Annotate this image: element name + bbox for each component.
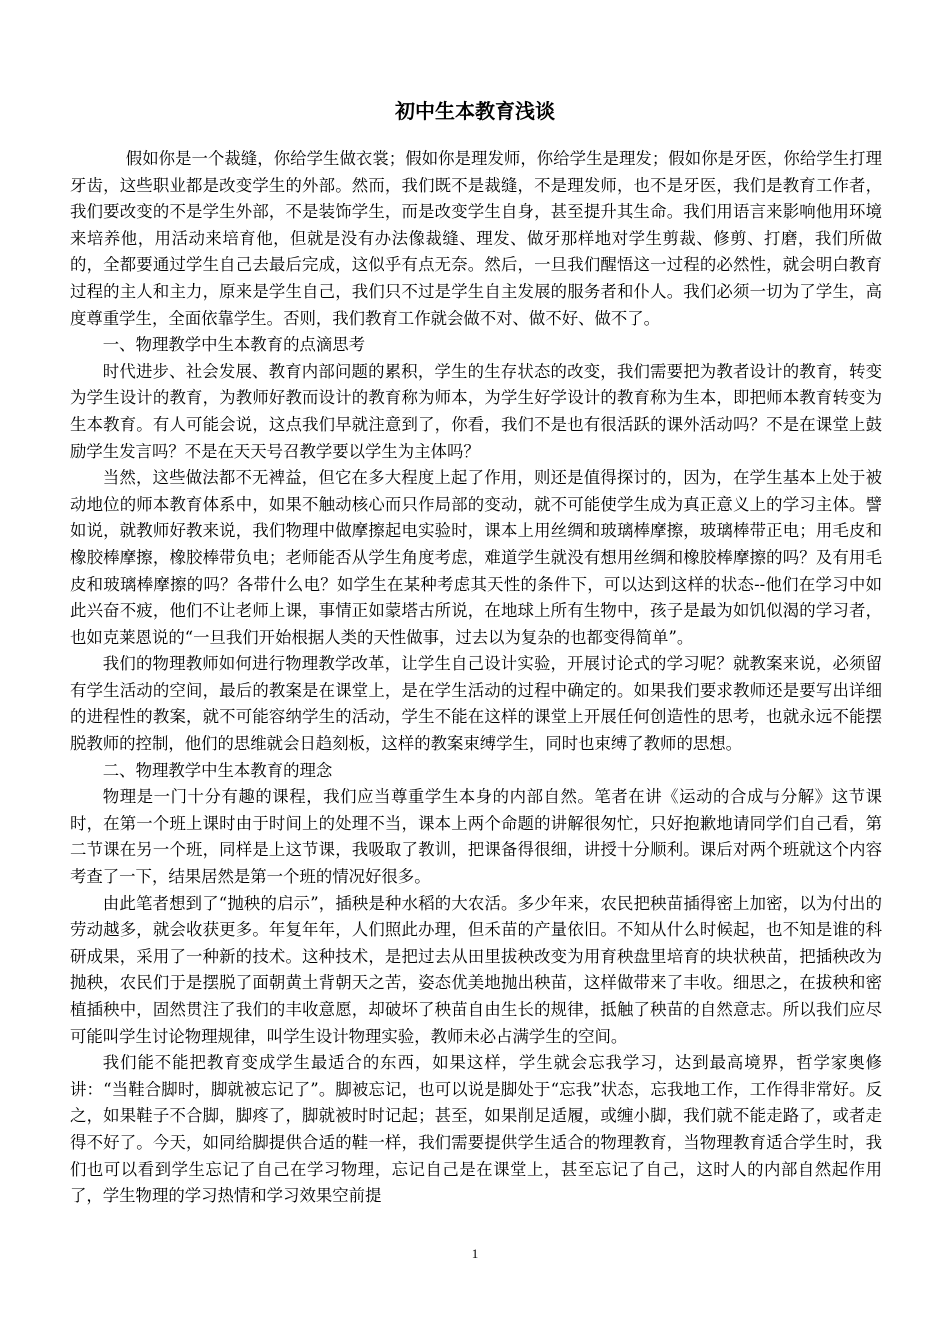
body-paragraph: 物理是一门十分有趣的课程，我们应当尊重学生本身的内部自然。笔者在讲《运动的合成与分解》这节课时，在第一个班上课时由于时间上的处理不当，课本上两个命题的讲解很匆忙，只好抱歉地请同学们自己看，第二节课在另一个班，同样是上这节课，我吸取了教训，把课备得很细，讲授十分顺利。课后对两个班就这个内容考查了一下，结果居然是第一个班的情况好很多。: [70, 787, 882, 887]
page-number: 1: [471, 1246, 479, 1261]
body-paragraph: 时代进步、社会发展、教育内部问题的累积，学生的生存状态的改变，我们需要把为教者设计的教育，转变为学生设计的教育，为教师好教而设计的教育称为师本，为学生好学设计的教育称为生本，即把师本教育转变为生本教育。有人可能会说，这点我们早就注意到了，你看，我们不是也有很活跃的课外活动吗？不是在课堂上鼓励学生发言吗？不是在天天号召教学要以学生为主体吗？: [70, 361, 882, 461]
document-title: 初中生本教育浅谈: [395, 99, 555, 123]
body-paragraph: 由此笔者想到了“抛秧的启示”，插秧是种水稻的大农活。多少年来，农民把秧苗插得密上加密，以为付出的劳动越多，就会收获更多。年复年年，人们照此办理，但禾苗的产量依旧。不知从什么时候起，也不知是谁的科研成果，采用了一种新的技术。这种技术，是把过去从田里拔秧改变为用育秧盘里培育的块状秧苗，把插秧改为抛秧，农民们于是摆脱了面朝黄土背朝天之苦，姿态优美地抛出秧苗，这样做带来了丰收。细思之，在拔秧和密植插秧中，固然贯注了我们的丰收意愿，却破坏了秧苗自由生长的规律，抵触了秧苗的自然意志。所以我们应尽可能叫学生讨论物理规律，叫学生设计物理实验，教师未必占满学生的空间。: [70, 893, 882, 1046]
body-paragraph: 我们能不能把教育变成学生最适合的东西，如果这样，学生就会忘我学习，达到最高境界，哲学家奥修讲：“当鞋合脚时，脚就被忘记了”。脚被忘记，也可以说是脚处于“忘我”状态，忘我地工作，工作得非常好。反之，如果鞋子不合脚，脚疼了，脚就被时时记起；甚至，如果削足适履，或缠小脚，我们就不能走路了，或者走得不好了。今天，如同给脚提供合适的鞋一样，我们需要提供学生适合的物理教育，当物理教育适合学生时，我们也可以看到学生忘记了自己在学习物理，忘记自己是在课堂上，甚至忘记了自己，这时人的内部自然起作用了，学生物理的学习热情和学习效果空前提: [70, 1053, 882, 1206]
section-heading-2: 二、物理教学中生本教育的理念: [102, 760, 333, 780]
body-paragraph: 当然，这些做法都不无裨益，但它在多大程度上起了作用，则还是值得探讨的，因为，在学生基本上处于被动地位的师本教育体系中，如果不触动核心而只作局部的变动，就不可能使学生成为真正意义上的学习主体。譬如说，就教师好教来说，我们物理中做摩擦起电实验时，课本上用丝绸和玻璃棒摩擦，玻璃棒带正电；用毛皮和橡胶棒摩擦，橡胶棒带负电；老师能否从学生角度考虑，难道学生就没有想用丝绸和橡胶棒摩擦的吗？及有用毛皮和玻璃棒摩擦的吗？各带什么电？如学生在某种考虑其天性的条件下，可以达到这样的状态--他们在学习中如此兴奋不疲，他们不让老师上课，事情正如蒙塔古所说，在地球上所有生物中，孩子是最为如饥似渴的学习者，也如克莱恩说的“一旦我们开始根据人类的天性做事，过去以为复杂的也都变得简单”。: [70, 468, 882, 647]
intro-paragraph: 假如你是一个裁缝，你给学生做衣裳；假如你是理发师，你给学生是理发；假如你是牙医，你给学生打理牙齿，这些职业都是改变学生的外部。然而，我们既不是裁缝，不是理发师，也不是牙医，我们是教育工作者，我们要改变的不是学生外部，不是装饰学生，而是改变学生自身，甚至提升其生命。我们用语言来影响他用环境来培养他，用活动来培育他，但就是没有办法像裁缝、理发、做牙那样地对学生剪裁、修剪、打磨，我们所做的，全都要通过学生自己去最后完成，这似乎有点无奈。然后，一旦我们醒悟这一过程的必然性，就会明白教育过程的主人和主力，原来是学生自己，我们只不过是学生自主发展的服务者和仆人。我们必须一切为了学生，高度尊重学生，全面依靠学生。否则，我们教育工作就会做不对、做不好、做不了。: [70, 149, 882, 328]
section-heading-1: 一、物理教学中生本教育的点滴思考: [102, 335, 366, 355]
body-paragraph: 我们的物理教师如何进行物理教学改革，让学生自己设计实验，开展讨论式的学习呢？就教案来说，必须留有学生活动的空间，最后的教案是在课堂上，是在学生活动的过程中确定的。如果我们要求教师还是要写出详细的进程性的教案，就不可能容纳学生的活动，学生不能在这样的课堂上开展任何创造性的思考，也就永远不能摆脱教师的控制，他们的思维就会日趋刻板，这样的教案束缚学生，同时也束缚了教师的思想。: [70, 654, 882, 754]
document-body: [70, 146, 882, 1242]
